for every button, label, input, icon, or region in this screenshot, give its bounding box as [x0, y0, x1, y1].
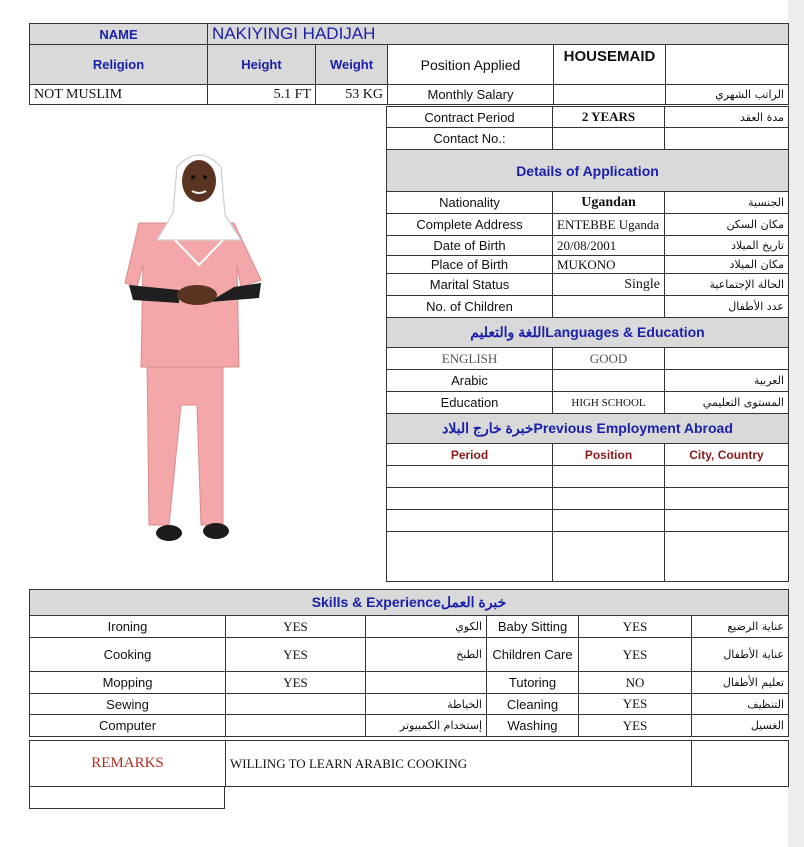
skill-label: Ironing: [30, 616, 226, 638]
skill-ar: تعليم الأطفال: [692, 672, 789, 694]
employment-title: [387, 414, 789, 444]
applicant-figure: [29, 105, 386, 589]
skill-ar: التنظيف: [692, 694, 789, 715]
address-value: ENTEBBE Uganda: [553, 214, 665, 236]
application-title: Details of Application: [387, 150, 789, 192]
skill-ar: الخياطة: [366, 694, 487, 715]
position-value: HOUSEMAID: [554, 45, 666, 85]
languages-title: [387, 318, 789, 348]
skill-label: Cooking: [30, 638, 226, 672]
skill-value: YES: [579, 616, 692, 638]
education-ar: المستوى التعليمي: [665, 392, 789, 414]
skill-value: YES: [579, 694, 692, 715]
col-city: City, Country: [665, 444, 789, 466]
contact-extra: [665, 128, 789, 150]
address-label: Complete Address: [387, 214, 553, 236]
skill-label: Children Care: [487, 638, 579, 672]
skill-ar: إستخدام الكمبيوتر: [366, 715, 487, 737]
skills-title: [30, 590, 789, 616]
employment-title-en: Previous Employment Abroad: [533, 420, 733, 436]
pob-value: MUKONO: [553, 256, 665, 274]
pob-ar: مكان الميلاد: [665, 256, 789, 274]
skill-value: [226, 694, 366, 715]
skill-value: YES: [579, 715, 692, 737]
skill-ar: عناية الرضيع: [692, 616, 789, 638]
period-ar: مدة العقد: [665, 107, 789, 128]
col-period: Period: [387, 444, 553, 466]
skill-value: YES: [226, 672, 366, 694]
height-value: 5.1 FT: [208, 85, 316, 105]
footer-table: [29, 786, 225, 809]
address-ar: مكان السكن: [665, 214, 789, 236]
position-label: Position Applied: [388, 45, 554, 85]
employment-cell: [665, 532, 789, 582]
header-table: [29, 23, 789, 105]
employment-cell: [553, 488, 665, 510]
skill-value: YES: [226, 638, 366, 672]
skill-value: NO: [579, 672, 692, 694]
name-value: NAKIYINGI HADIJAH: [208, 24, 789, 45]
arabic-ar: العربية: [665, 370, 789, 392]
contact-value: [553, 128, 665, 150]
employment-cell: [665, 510, 789, 532]
education-label: Education: [387, 392, 553, 414]
languages-title-en: Languages & Education: [545, 324, 705, 340]
skills-title-ar: خبرة العمل: [440, 594, 507, 610]
marital-value: Single: [553, 274, 665, 296]
english-label: ENGLISH: [387, 348, 553, 370]
period-label: Contract Period: [387, 107, 553, 128]
employment-cell: [387, 488, 553, 510]
weight-label: Weight: [316, 45, 388, 85]
skill-label: Sewing: [30, 694, 226, 715]
salary-label: Monthly Salary: [388, 85, 554, 105]
nationality-label: Nationality: [387, 192, 553, 214]
details-table: [386, 106, 789, 582]
skills-title-en: Skills & Experience: [311, 594, 441, 610]
skill-ar: الطبخ: [366, 638, 487, 672]
skill-value: [226, 715, 366, 737]
languages-title-ar: اللغة والتعليم: [470, 324, 546, 340]
employment-cell: [665, 488, 789, 510]
employment-cell: [553, 532, 665, 582]
skill-label: Cleaning: [487, 694, 579, 715]
col-position: Position: [553, 444, 665, 466]
applicant-photo: [29, 105, 386, 589]
marital-label: Marital Status: [387, 274, 553, 296]
skill-label: Baby Sitting: [487, 616, 579, 638]
dob-ar: تاريخ الميلاد: [665, 236, 789, 256]
period-value: 2 YEARS: [553, 107, 665, 128]
religion-label: Religion: [30, 45, 208, 85]
arabic-label: Arabic: [387, 370, 553, 392]
skill-ar: [366, 672, 487, 694]
children-label: No. of Children: [387, 296, 553, 318]
skill-ar: الغسيل: [692, 715, 789, 737]
nationality-value: Ugandan: [553, 192, 665, 214]
employment-title-ar: خبرة خارج البلاد: [442, 420, 534, 436]
religion-value: NOT MUSLIM: [30, 85, 208, 105]
nationality-ar: الجنسية: [665, 192, 789, 214]
skill-label: Tutoring: [487, 672, 579, 694]
marital-ar: الحالة الإجتماعية: [665, 274, 789, 296]
dob-label: Date of Birth: [387, 236, 553, 256]
remarks-label: REMARKS: [30, 741, 226, 787]
skill-label: Computer: [30, 715, 226, 737]
skill-value: YES: [579, 638, 692, 672]
employment-cell: [553, 510, 665, 532]
name-label: NAME: [30, 24, 208, 45]
skill-ar: الكوي: [366, 616, 487, 638]
skill-value: YES: [226, 616, 366, 638]
weight-value: 53 KG: [316, 85, 388, 105]
employment-cell: [665, 466, 789, 488]
skill-ar: عناية الأطفال: [692, 638, 789, 672]
position-extra-cell: [666, 45, 789, 85]
pob-label: Place of Birth: [387, 256, 553, 274]
employment-cell: [553, 466, 665, 488]
employment-cell: [387, 466, 553, 488]
salary-value: [554, 85, 666, 105]
dob-value: 20/08/2001: [553, 236, 665, 256]
footer-cell: [30, 787, 225, 809]
employment-cell: [387, 532, 553, 582]
page-gutter: [788, 0, 804, 847]
contact-label: Contact No.:: [387, 128, 553, 150]
remarks-extra: [692, 741, 789, 787]
education-value: HIGH SCHOOL: [553, 392, 665, 414]
employment-cell: [387, 510, 553, 532]
skills-table: [29, 589, 789, 737]
english-ar: [665, 348, 789, 370]
skill-label: Mopping: [30, 672, 226, 694]
skill-label: Washing: [487, 715, 579, 737]
remarks-table: [29, 740, 789, 787]
remarks-value: WILLING TO LEARN ARABIC COOKING: [226, 741, 692, 787]
children-ar: عدد الأطفال: [665, 296, 789, 318]
children-value: [553, 296, 665, 318]
english-value: GOOD: [553, 348, 665, 370]
salary-ar: الراتب الشهري: [666, 85, 789, 105]
arabic-value: [553, 370, 665, 392]
height-label: Height: [208, 45, 316, 85]
